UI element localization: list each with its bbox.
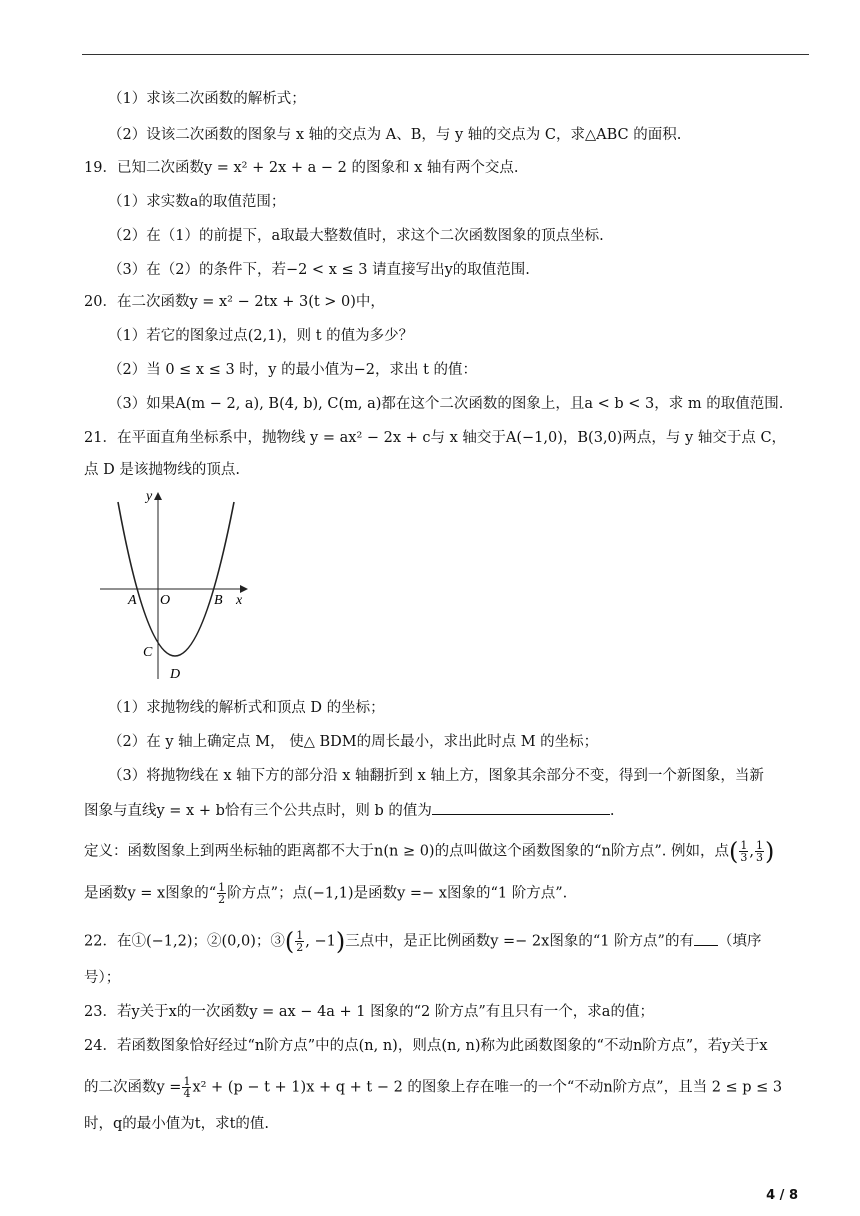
page-number: 4 / 8 bbox=[766, 1188, 798, 1203]
y-axis-arrow bbox=[154, 492, 162, 500]
q23: 23．若y关于x的一次函数y = ax − 4a + 1 图象的“2 阶方点”有且只有一个，求a的值； bbox=[84, 1004, 654, 1020]
q24-text-a: 的二次函数y = bbox=[84, 1079, 182, 1096]
q21-heading: 21．在平面直角坐标系中，抛物线 y = ax² − 2x + c与 x 轴交于A(−1,0)，B(3,0)两点，与 y 轴交于点 C， bbox=[84, 430, 787, 446]
graph-label-a: A bbox=[128, 593, 137, 608]
definition-text-2b: 阶方点”；点(−1,1)是函数y =− x图象的“1 阶方点”. bbox=[227, 885, 568, 902]
q22-line1: 22．在①(−1,2)；②(0,0)；③( $\frac{1}{2}$ , −1)三点中，是正比例函数y =− 2x图象的“1 阶方点”的有 （填序 bbox=[84, 927, 762, 956]
q24-line2 bbox=[84, 1076, 782, 1099]
q21-heading-2: 点 D 是该抛物线的顶点. bbox=[84, 462, 240, 478]
q22-frac-den: 2 bbox=[296, 941, 304, 954]
q24-line1: 24．若函数图象恰好经过“n阶方点”中的点(n, n)，则点(n, n)称为此函数图象的“不动n阶方点”，若y关于x bbox=[84, 1038, 768, 1054]
q22-line2: 号）； bbox=[84, 970, 121, 986]
parabola-graph bbox=[96, 484, 256, 684]
q24-frac-num: 1 bbox=[183, 1075, 191, 1088]
frac-numerator-2: 1 bbox=[755, 839, 763, 852]
q19-part2: （2）在（1）的前提下，a取最大整数值时，求这个二次函数图象的顶点坐标. bbox=[108, 228, 604, 244]
q24-frac-den: 4 bbox=[183, 1087, 191, 1100]
definition-line1: 定义：函数图象上到两坐标轴的距离都不大于n(n ≥ 0)的点叫做这个函数图象的“n阶方点”. 例如，点( $\frac{1}{3}$ , $\frac{1}{3}$ ) bbox=[84, 837, 775, 866]
definition-text: 定义：函数图象上到两坐标轴的距离都不大于n(n ≥ 0)的点叫做这个函数图象的“n阶方点”. 例如，点 bbox=[84, 843, 729, 860]
answer-blank-q22 bbox=[694, 931, 718, 946]
q18-part1: （1）求该二次函数的解析式； bbox=[108, 91, 306, 107]
frac-half-num: 1 bbox=[218, 881, 226, 894]
graph-label-c: C bbox=[143, 645, 153, 660]
q20-part3: （3）如果A(m − 2, a), B(4, b), C(m, a)都在这个二次函数的图象上，且a < b < 3，求 m 的取值范围. bbox=[108, 396, 784, 412]
graph-label-y: y bbox=[146, 489, 153, 504]
q19-part3: （3）在（2）的条件下，若−2 < x ≤ 3 请直接写出y的取值范围. bbox=[108, 262, 530, 278]
q21-part3-text: 图象与直线y = x + b恰有三个公共点时，则 b 的值为 bbox=[84, 803, 432, 819]
q22-text-a: 22．在①(−1,2)；②(0,0)；③ bbox=[84, 933, 285, 950]
parabola-curve bbox=[118, 502, 234, 656]
graph-label-d: D bbox=[170, 667, 181, 682]
q24-text-b: x² + (p − t + 1)x + q + t − 2 的图象上存在唯一的一个“不动n阶方点”，且当 2 ≤ p ≤ 3 bbox=[192, 1079, 783, 1096]
q19-heading: 19．已知二次函数y = x² + 2x + a − 2 的图象和 x 轴有两个交点. bbox=[84, 160, 519, 176]
q22-frac-num: 1 bbox=[296, 929, 304, 942]
graph-label-b: B bbox=[214, 593, 223, 608]
q22-text-c: 三点中，是正比例函数y =− 2x图象的“1 阶方点”的有 bbox=[345, 933, 694, 950]
q21-part3-line1: （3）将抛物线在 x 轴下方的部分沿 x 轴翻折到 x 轴上方，图象其余部分不变，得到一个新图象，当新 bbox=[108, 768, 764, 784]
q22-text-b: , −1 bbox=[305, 933, 336, 950]
q22-text-d: （填序 bbox=[717, 933, 762, 950]
q24-line3: 时，q的最小值为t，求t的值. bbox=[84, 1116, 270, 1132]
q18-part2: （2）设该二次函数的图象与 x 轴的交点为 A、B，与 y 轴的交点为 C，求△ABC 的面积. bbox=[108, 127, 682, 143]
graph-label-o: O bbox=[160, 593, 171, 608]
frac-half-den: 2 bbox=[218, 893, 226, 906]
q20-heading: 20．在二次函数y = x² − 2tx + 3(t > 0)中， bbox=[84, 294, 385, 310]
definition-text-2a: 是函数y = x图象的“ bbox=[84, 885, 217, 902]
answer-blank-b bbox=[432, 800, 610, 815]
q21-part1: （1）求抛物线的解析式和顶点 D 的坐标； bbox=[108, 700, 385, 716]
frac-denominator: 3 bbox=[740, 851, 748, 864]
q21-part2: （2）在 y 轴上确定点 M， 使△ BDM的周长最小，求出此时点 M 的坐标； bbox=[108, 734, 599, 750]
q19-part1: （1）求实数a的取值范围； bbox=[108, 194, 286, 210]
header-rule bbox=[82, 54, 809, 55]
q21-part3-line2: 图象与直线y = x + b恰有三个公共点时，则 b 的值为 . bbox=[84, 800, 615, 821]
q20-part1: （1）若它的图象过点(2,1)，则 t 的值为多少？ bbox=[108, 328, 414, 344]
graph-label-x: x bbox=[236, 593, 243, 608]
definition-line2 bbox=[84, 882, 567, 905]
q20-part2: （2）当 0 ≤ x ≤ 3 时，y 的最小值为−2，求出 t 的值： bbox=[108, 362, 478, 378]
x-axis-arrow bbox=[240, 585, 248, 593]
frac-denominator-2: 3 bbox=[755, 851, 763, 864]
frac-numerator: 1 bbox=[740, 839, 748, 852]
